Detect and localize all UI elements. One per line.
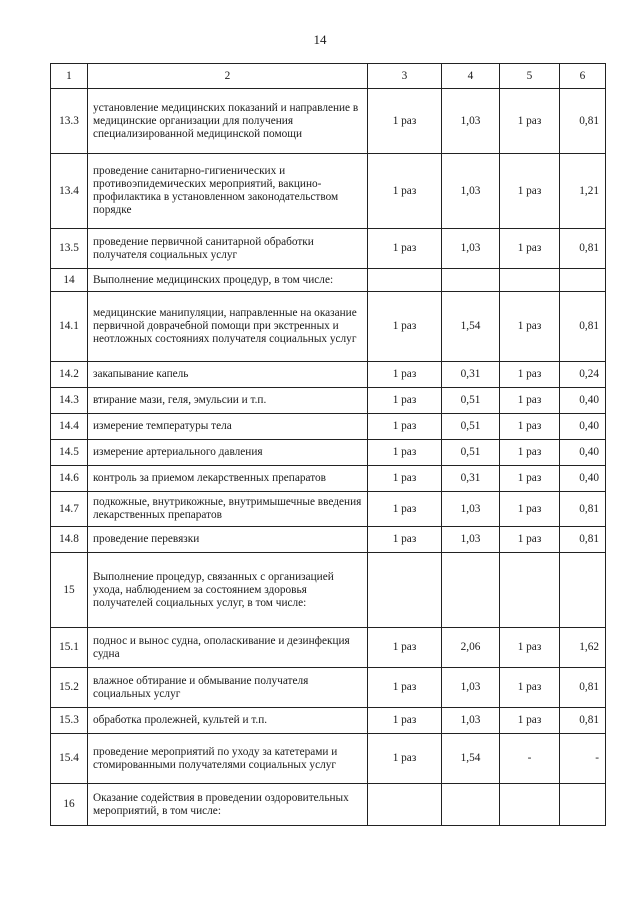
header-cell: 4 <box>442 64 500 89</box>
header-cell: 5 <box>500 64 560 89</box>
row-value-alt: 1,21 <box>560 154 606 229</box>
row-number: 16 <box>51 784 88 826</box>
row-frequency: 1 раз <box>368 414 442 440</box>
table-row <box>51 553 606 628</box>
row-frequency-alt <box>500 784 560 826</box>
row-value-alt: 0,81 <box>560 229 606 269</box>
row-value: 1,03 <box>442 492 500 527</box>
row-description: Оказание содействия в проведении оздоровительных мероприятий, в том числе: <box>88 784 368 826</box>
row-description: измерение артериального давления <box>88 440 368 466</box>
row-frequency: 1 раз <box>368 388 442 414</box>
table-row <box>51 269 606 292</box>
row-frequency-alt: 1 раз <box>500 440 560 466</box>
row-number: 14.8 <box>51 527 88 553</box>
row-frequency-alt: 1 раз <box>500 708 560 734</box>
row-number: 14.4 <box>51 414 88 440</box>
row-value: 1,54 <box>442 292 500 362</box>
table-row <box>51 708 606 734</box>
table-row <box>51 784 606 826</box>
table-header-row <box>51 64 606 89</box>
row-frequency <box>368 269 442 292</box>
row-number: 15.3 <box>51 708 88 734</box>
row-value: 0,51 <box>442 388 500 414</box>
table-row <box>51 292 606 362</box>
row-frequency-alt: 1 раз <box>500 414 560 440</box>
row-value-alt: 0,81 <box>560 708 606 734</box>
row-value: 0,31 <box>442 362 500 388</box>
row-value <box>442 269 500 292</box>
row-number: 14.5 <box>51 440 88 466</box>
row-frequency-alt: 1 раз <box>500 89 560 154</box>
row-value-alt: 0,81 <box>560 492 606 527</box>
row-frequency-alt: 1 раз <box>500 362 560 388</box>
row-frequency-alt: 1 раз <box>500 628 560 668</box>
row-number: 13.5 <box>51 229 88 269</box>
row-value-alt: - <box>560 734 606 784</box>
row-number: 15.4 <box>51 734 88 784</box>
row-value: 0,51 <box>442 414 500 440</box>
table-row <box>51 466 606 492</box>
table-row <box>51 628 606 668</box>
row-frequency: 1 раз <box>368 229 442 269</box>
row-description: втирание мази, геля, эмульсии и т.п. <box>88 388 368 414</box>
row-frequency <box>368 784 442 826</box>
row-description: проведение мероприятий по уходу за катетерами и стомированными получателями социальных услуг <box>88 734 368 784</box>
row-value-alt: 0,81 <box>560 89 606 154</box>
header-cell: 1 <box>51 64 88 89</box>
row-value-alt: 0,81 <box>560 292 606 362</box>
row-value-alt: 0,40 <box>560 414 606 440</box>
row-description: контроль за приемом лекарственных препаратов <box>88 466 368 492</box>
row-number: 13.3 <box>51 89 88 154</box>
row-frequency: 1 раз <box>368 628 442 668</box>
row-number: 14.6 <box>51 466 88 492</box>
row-frequency-alt: - <box>500 734 560 784</box>
row-description: поднос и вынос судна, ополаскивание и дезинфекция судна <box>88 628 368 668</box>
header-cell: 6 <box>560 64 606 89</box>
row-value <box>442 784 500 826</box>
row-value-alt: 0,40 <box>560 388 606 414</box>
table-row <box>51 414 606 440</box>
row-description: Выполнение процедур, связанных с организацией ухода, наблюдением за состоянием здоровья получателей социальных услуг, в том числе: <box>88 553 368 628</box>
row-description: измерение температуры тела <box>88 414 368 440</box>
row-number: 15.2 <box>51 668 88 708</box>
row-frequency: 1 раз <box>368 734 442 784</box>
row-value-alt: 0,40 <box>560 466 606 492</box>
row-description: подкожные, внутрикожные, внутримышечные введения лекарственных препаратов <box>88 492 368 527</box>
row-frequency: 1 раз <box>368 89 442 154</box>
row-value-alt: 1,62 <box>560 628 606 668</box>
row-frequency: 1 раз <box>368 292 442 362</box>
row-description: закапывание капель <box>88 362 368 388</box>
row-frequency: 1 раз <box>368 362 442 388</box>
row-value-alt <box>560 269 606 292</box>
row-frequency-alt: 1 раз <box>500 388 560 414</box>
row-frequency: 1 раз <box>368 466 442 492</box>
row-value: 1,03 <box>442 668 500 708</box>
row-frequency: 1 раз <box>368 492 442 527</box>
row-number: 14.2 <box>51 362 88 388</box>
row-value: 1,03 <box>442 229 500 269</box>
row-number: 14.1 <box>51 292 88 362</box>
table-row <box>51 440 606 466</box>
row-value: 0,31 <box>442 466 500 492</box>
row-value-alt: 0,81 <box>560 527 606 553</box>
table-row <box>51 492 606 527</box>
row-frequency-alt: 1 раз <box>500 292 560 362</box>
row-frequency: 1 раз <box>368 708 442 734</box>
row-description: Выполнение медицинских процедур, в том числе: <box>88 269 368 292</box>
row-value <box>442 553 500 628</box>
row-description: влажное обтирание и обмывание получателя социальных услуг <box>88 668 368 708</box>
row-frequency-alt: 1 раз <box>500 668 560 708</box>
table-row <box>51 154 606 229</box>
table-row <box>51 362 606 388</box>
row-description: медицинские манипуляции, направленные на оказание первичной доврачебной помощи при экстренных и неотложных состояниях получателя социальных услуг <box>88 292 368 362</box>
row-frequency-alt: 1 раз <box>500 466 560 492</box>
row-value: 1,03 <box>442 527 500 553</box>
row-value-alt: 0,24 <box>560 362 606 388</box>
row-value: 1,54 <box>442 734 500 784</box>
row-number: 14.7 <box>51 492 88 527</box>
row-frequency-alt <box>500 553 560 628</box>
row-value: 2,06 <box>442 628 500 668</box>
row-description: проведение первичной санитарной обработки получателя социальных услуг <box>88 229 368 269</box>
row-value-alt: 0,81 <box>560 668 606 708</box>
row-frequency: 1 раз <box>368 154 442 229</box>
page-number: 14 <box>313 32 327 47</box>
table-row <box>51 668 606 708</box>
table-row <box>51 89 606 154</box>
header-cell: 2 <box>88 64 368 89</box>
table-row <box>51 229 606 269</box>
table-row <box>51 527 606 553</box>
row-value-alt: 0,40 <box>560 440 606 466</box>
table-row <box>51 734 606 784</box>
row-frequency: 1 раз <box>368 440 442 466</box>
row-frequency-alt: 1 раз <box>500 527 560 553</box>
header-cell: 3 <box>368 64 442 89</box>
row-value: 1,03 <box>442 708 500 734</box>
services-table <box>50 63 606 826</box>
row-frequency: 1 раз <box>368 668 442 708</box>
row-value: 1,03 <box>442 89 500 154</box>
row-frequency <box>368 553 442 628</box>
row-frequency-alt: 1 раз <box>500 229 560 269</box>
row-frequency-alt: 1 раз <box>500 492 560 527</box>
table-row <box>51 388 606 414</box>
row-frequency-alt <box>500 269 560 292</box>
row-value-alt <box>560 553 606 628</box>
row-number: 15 <box>51 553 88 628</box>
row-value: 1,03 <box>442 154 500 229</box>
row-value-alt <box>560 784 606 826</box>
row-value: 0,51 <box>442 440 500 466</box>
row-frequency: 1 раз <box>368 527 442 553</box>
row-description: проведение перевязки <box>88 527 368 553</box>
row-description: установление медицинских показаний и направление в медицинские организации для получения специализированной медицинской помощи <box>88 89 368 154</box>
row-frequency-alt: 1 раз <box>500 154 560 229</box>
row-number: 13.4 <box>51 154 88 229</box>
row-description: проведение санитарно-гигиенических и противоэпидемических мероприятий, вакцино-профилактика в установленном законодательством порядке <box>88 154 368 229</box>
row-number: 14.3 <box>51 388 88 414</box>
row-number: 15.1 <box>51 628 88 668</box>
row-number: 14 <box>51 269 88 292</box>
row-description: обработка пролежней, культей и т.п. <box>88 708 368 734</box>
